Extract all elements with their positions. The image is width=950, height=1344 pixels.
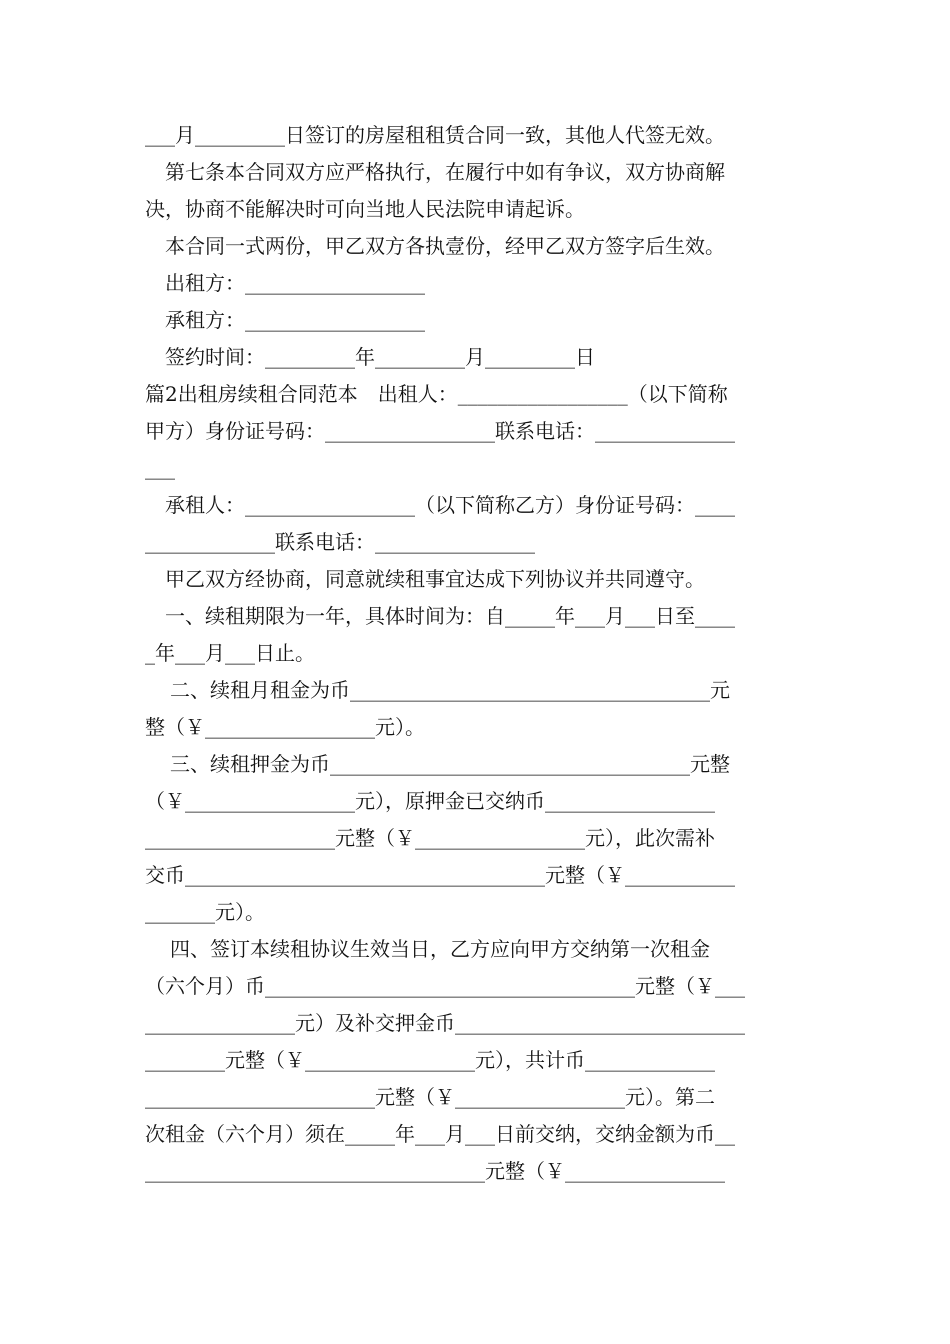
text-line: 甲方）身份证号码：_________________联系电话：______________ (145, 419, 735, 443)
text-line: _______元）。 (145, 900, 265, 924)
text-line: 甲乙双方经协商，同意就续租事宜达成下列协议并共同遵守。 (165, 567, 705, 591)
text-line: ___________________元整（￥_________________元），此次需补 (145, 826, 715, 850)
text-line: 二、续租月租金为币____________________________________元 (170, 678, 730, 702)
text-line: _年___月___日止。 (145, 641, 315, 665)
text-line: 一、续租期限为一年，具体时间为：自_____年___月___日至____ (165, 604, 735, 628)
text-line: _______________元）及补交押金币_____________________________ (145, 1011, 745, 1035)
text-line: 第七条本合同双方应严格执行，在履行中如有争议，双方协商解 (165, 160, 725, 184)
text-line: ___ (145, 456, 175, 480)
text-line: 承租人：_________________（以下简称乙方）身份证号码：____ (165, 493, 735, 517)
text-line: （六个月）币_____________________________________元整（￥___ (145, 974, 745, 998)
text-line: _______________________元整（￥_________________元）。第二 (145, 1085, 715, 1109)
text-line: 次租金（六个月）须在_____年___月___日前交纳，交纳金额为币__ (145, 1122, 735, 1146)
text-line: 决，协商不能解决时可向当地人民法院申请起诉。 (145, 197, 585, 221)
text-line: 本合同一式两份，甲乙双方各执壹份，经甲乙双方签字后生效。 (165, 234, 725, 258)
signature-line-lessee: 承租方：__________________ (165, 308, 425, 332)
section-heading-line: 篇2出租房续租合同范本 出租人：_________________（以下简称 (145, 382, 728, 406)
text-line: ________元整（￥_________________元），共计币_____________ (145, 1048, 715, 1072)
text-line: __________________________________元整（￥________________ (145, 1159, 725, 1183)
contract-text (145, 117, 807, 1190)
text-line: 四、签订本续租协议生效当日，乙方应向甲方交纳第一次租金 (170, 937, 710, 961)
text-line: 三、续租押金为币____________________________________元整 (170, 752, 730, 776)
signature-line-lessor: 出租方：__________________ (165, 271, 425, 295)
signing-date-line: 签约时间：_________年_________月_________日 (165, 345, 595, 369)
text-line: 交币____________________________________元整（￥___________ (145, 863, 735, 887)
text-line: 整（￥_________________元）。 (145, 715, 425, 739)
text-line: （￥_________________元），原押金已交纳币_________________ (145, 789, 715, 813)
text-line: _____________联系电话：________________ (145, 530, 535, 554)
text-line: ___月_________日签订的房屋租租赁合同一致，其他人代签无效。 (145, 123, 725, 147)
